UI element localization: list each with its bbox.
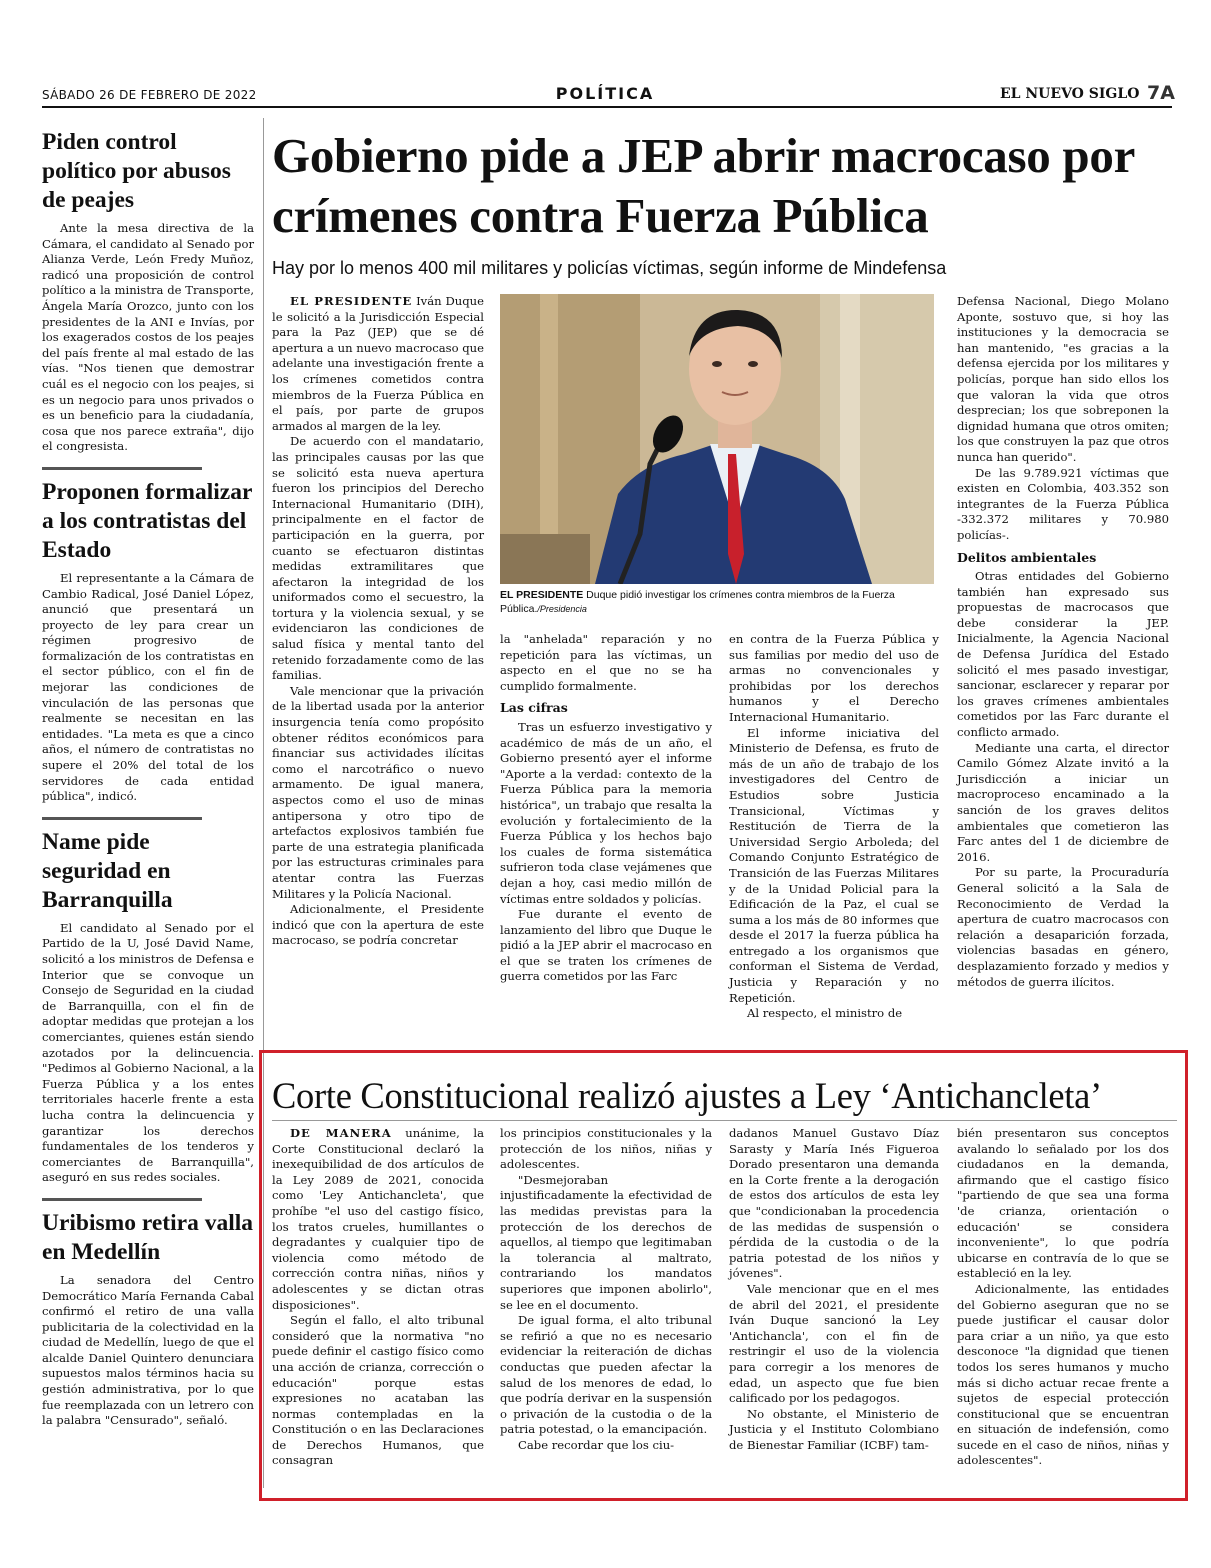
paragraph: Según el fallo, el alto tribunal consideró que la normativa "no puede definir el castigo físico como una acción de crianza, corrección o educación" porque estas expresiones no acataban las normas contempladas en la Constitución o en las Declaraciones de Derechos Humanos, que consagran [272,1313,484,1468]
paragraph: Vale mencionar que la privación de la libertad usada por la anterior insurgencia tenía como propósito obtener réditos económicos para financiar sus actividades ilícitas como el narcotráfico o nuevo armamento. De igual manera, aspectos como el uso de minas antipersona y otro tipo de artefactos explosivos también fue parte de una estrategia planificada por las estructuras criminales para atentar contra las Fuerzas Militares y la Policía Nacional. [272,683,484,901]
paragraph: la "anhelada" reparación y no repetición para las víctimas, un aspecto en el que no se ha cumplido formalmente. [500,632,712,693]
paragraph: El informe iniciativa del Ministerio de Defensa, es fruto de más de un año de trabajo de los investigadores del Centro de Estudios sobre Justicia Transicional, Víctimas y Restitución de Tierra de la Universidad Sergio Arboleda; del Comando Conjunto Estratégico de Transición de las Fuerzas Militares y de la Unidad Policial para la Edificación de la Paz, el cual se suma a los más de 80 informes que desde el 2017 la fuerza pública ha entregado a los organismos que conforman el Sistema de Verdad, Justicia y Reparación y no Repetición. [729,725,939,1005]
paragraph: De las 9.789.921 víctimas que existen en Colombia, 403.352 son integrantes de la Fuerza Pública -332.372 militares y 70.980 policías-. [957,465,1169,542]
brief-separator [42,467,202,470]
paragraph: los principios constitucionales y la protección de los niños, niñas y adolescentes. [500,1126,712,1172]
paragraph: Por su parte, la Procuraduría General solicitó a la Sala de Reconocimiento de Verdad la apertura de cuatro macrocasos con relación a desaparición forzada, violencias basadas en género, desplazamiento forzado y medios y métodos de guerra ilícitos. [957,865,1169,989]
caption-text: Duque pidió investigar los crímenes contra miembros de la Fuerza Pública. [500,589,895,615]
subhead-delitos: Delitos ambientales [957,549,1097,565]
brief-separator [42,1198,202,1201]
main-column-1 [272,294,484,949]
box-headline: Corte Constitucional realizó ajustes a Ley ‘Antichancleta’ [272,1075,1102,1116]
paragraph: dadanos Manuel Gustavo Díaz Sarasty y María Inés Figueroa Dorado presentaron una demanda en la Corte frente a la derogación de estos dos artículos de esta ley que "condicionaban la procedencia de las medidas de suspensión o pérdida de la custodia o de la patria potestad de los niños y jóvenes". [729,1126,939,1281]
brief-title: Uribismo retira valla en Medellín [42,1209,254,1265]
box-column-3 [729,1126,939,1453]
brief [42,128,254,455]
paragraph: Adicionalmente, el Presidente indicó que con la apertura de este macrocaso, se podría concretar [272,902,484,948]
paragraph: Al respecto, el ministro de [747,1006,903,1021]
brief-text: Ante la mesa directiva de la Cámara, el candidato al Senado por Alianza Verde, León Fredy Muñoz, radicó una proposición de control político a la ministra de Transporte, Ángela María Orozco, junto con los presidentes de la ANI e Invías, por los exagerados costos de los peajes del país frente al mal estado de las vías. "Nos tienen que demostrar cuál es el negocio con los peajes, si es un negocio para unos privados o es un beneficio para la ciudadanía, cosa que nos parece extraña", dijo el congresista. [42,221,254,454]
subhead-cifras: Las cifras [500,700,568,716]
caption-lead: EL PRESIDENTE [500,589,584,601]
paragraph: Vale mencionar que en el mes de abril del 2021, el presidente Iván Duque sancionó la Ley 'Antichancla', con el fin de restringir el uso de la violencia para corregir a los menores de edad, un aspecto que fue bien calificado por los pedagogos. [729,1281,939,1406]
paragraph: en contra de la Fuerza Pública y sus familias por medio del uso de armas no convencionales y prohibidas por los derechos humanos y el Derecho Internacional Humanitario. [729,632,939,724]
briefs-column [42,118,254,1429]
brief [42,828,254,1186]
main-column-2 [500,632,712,985]
newspaper-logo: EL NUEVO SIGLO [1000,86,1140,102]
paragraph: Fue durante el evento de lanzamiento del libro que Duque le pidió a la JEP abrir el macrocaso en el que se traten los crímenes de guerra cometidos por las Farc [500,907,712,984]
brief-text: El candidato al Senado por el Partido de la U, José David Name, solicitó a los ministros de Defensa e Interior que se convoque un Consejo de Seguridad en la ciudad de Barranquilla, con el fin de adoptar medidas que protejan a los comerciantes, quienes están siendo azotados por la delincuencia. "Pedimos al Gobierno Nacional, a la Fuerza Pública y a los entes territoriales hacerle frente a esta lucha contra la delincuencia y garantizar los derechos fundamentales de los tenderos y comerciantes de Barranquilla", aseguró en sus redes sociales. [42,920,254,1185]
box-column-2 [500,1126,712,1453]
paragraph: Defensa Nacional, Diego Molano Aponte, sostuvo que, si hoy las instituciones y la democracia se han mantenido, "es gracias a la defensa ejercida por los militares y policías, porque han sido ellos los que valoran la vida que otros desprecian; los que sobreponen la dignidad humana que otros omiten; los que construyen la paz que otros nunca han querido". [957,294,1169,464]
brief-title: Name pide seguridad en Barranquilla [42,828,173,913]
paragraph: "Desmejoraban injustificadamente la efectividad de las medidas previstas para la protección de los derechos de aquellos, al tiempo que legitimaban la tolerancia al maltrato, contrariando los mandatos superiores que imponen abolirlo", se lee en el documento. [500,1172,712,1312]
paragraph: No obstante, el Ministerio de Justicia y el Instituto Colombiano de Bienestar Familiar (ICBF) tam- [729,1406,939,1452]
president-photo [500,294,934,584]
header-rule [42,106,1172,108]
paragraph: unánime, la Corte Constitucional declaró la inexequibilidad de dos artículos de la Ley 2089 de 2021, conocida como 'Ley Antichancleta', que prohíbe "el uso del castigo físico, los tratos crueles, humillantes o degradantes y cualquier tipo de violencia como método de corrección contra niñas, niños y adolescentes y se dictan otras disposiciones". [272,1126,485,1312]
main-headline: Gobierno pide a JEP abrir macrocaso por crímenes contra Fuerza Pública [272,128,1135,243]
brief [42,1209,254,1429]
paragraph: Iván Duque le solicitó a la Jurisdicción Especial para la Paz (JEP) que se dé apertura a un nuevo macrocaso que adelante una investigación frente a los crímenes cometidos contra miembros de la Fuerza Pública en el país, por parte de grupos armados al margen de la ley. [272,294,484,433]
paragraph: bién presentaron sus conceptos avalando lo señalado por los dos ciudadanos en la demanda, afirmando que el castigo físico "partiendo de que sea una forma 'de crianza, orientación o educación' se considera inconveniente", lo que podría ubicarse en contravía de lo que se estableció en la ley. [957,1126,1169,1281]
main-column-4 [957,294,1169,990]
paragraph: De acuerdo con el mandatario, las principales causas por las que se solicitó esta nueva apertura fueron los principios del Derecho Internacional Humanitario (DIH), principalmente en el factor de participación en la guerra, por cuanto se efectuaron distintas medidas extramilitares que afectaron la integridad de los uniformados como el secuestro, la tortura y la violencia sexual, y se evidenciaron las condiciones de salud física y mental tanto del retenido forzadamente como de las familias. [272,434,484,683]
section-title: POLÍTICA [555,84,655,103]
brief-separator [42,817,202,820]
brief-title: Piden control político por abusos de peajes [42,129,231,213]
lead-word: DE MANERA [290,1126,392,1140]
photo-credit: /Presidencia [537,604,587,614]
paragraph: Cabe recordar que los ciu- [518,1437,675,1452]
box-column-1 [272,1126,484,1469]
paragraph: De igual forma, el alto tribunal se refirió a que no es necesario evidenciar la reiteración de dichas conductas que pueden afectar la salud de los menores de edad, lo que podría derivar en la suspensión o privación de la custodia o de la patria potestad, o la emancipación. [500,1313,712,1437]
main-column-3 [729,632,939,1022]
page-number: 7A [1147,82,1175,104]
brief-text: El representante a la Cámara de Cambio Radical, José Daniel López, anunció que presentará un proyecto de ley para crear un régimen progresivo de formalización de los contratistas en el sector público, con el fin de mejorar las condiciones de vinculación de las personas que realmente se necesitan en las entidades. "La meta es que a cinco años, el número de contratistas no supere el 20% del total de los servidores de cada entidad pública", indicó. [42,570,254,804]
box-rule [272,1120,1177,1121]
paragraph: Otras entidades del Gobierno también han expresado sus propuestas de macrocasos que debe considerar la JEP. Inicialmente, la Agencia Nacional de Defensa Jurídica del Estado solicitó el mes pasado investigar, sancionar, esclarecer y reparar por los graves crímenes ambientales cometidos por las Farc durante el conflicto armado. [957,569,1169,740]
box-column-4 [957,1126,1169,1469]
brief-title: Proponen formalizar a los contratistas del Estado [42,478,252,563]
paragraph: Mediante una carta, el director Camilo Gómez Alzate invitó a la Jurisdicción a iniciar un macroproceso encaminado a la sanción de los graves delitos ambientales que cometieron las Farc antes del 1 de diciembre de 2016. [957,740,1169,864]
brief-text: La senadora del Centro Democrático María Fernanda Cabal confirmó el retiro de una valla publicitaria de la colectividad en la ciudad de Medellín, luego de que el alcalde Daniel Quintero denunciara supuestos malos términos hacia su gestión administrativa, por lo que fue reemplazada con un letrero con la palabra "Censurado", señaló. [42,1272,254,1428]
paragraph: Tras un esfuerzo investigativo y académico de más de un año, el Gobierno presentó ayer el informe "Aporte a la verdad: contexto de la Fuerza Pública para la memoria histórica", un trabajo que resalta la evolución y fortalecimiento de la Fuerza Pública y los hechos bajo los cuales de forma sistemática sufrieron toda clase vejámenes que dejan a hoy, casi medio millón de víctimas entre soldados y policías. [500,719,712,906]
paragraph: Adicionalmente, las entidades del Gobierno aseguran que no se puede justificar el causar dolor para criar a un niño, ya que esto desconoce "la dignidad que tienen todos los seres humanos y mucho más si dicho actuar recae frente a sujetos de especial protección constitucional que se encuentran en situación de indefensión, como sucede en el caso de niños, niñas y adolescentes". [957,1281,1169,1468]
photo-caption [500,588,934,616]
lead-word: EL PRESIDENTE [290,294,413,308]
brief [42,478,254,805]
issue-date: SÁBADO 26 DE FEBRERO DE 2022 [42,88,257,102]
main-subheadline: Hay por lo menos 400 mil militares y policías víctimas, según informe de Mindefensa [272,258,947,278]
